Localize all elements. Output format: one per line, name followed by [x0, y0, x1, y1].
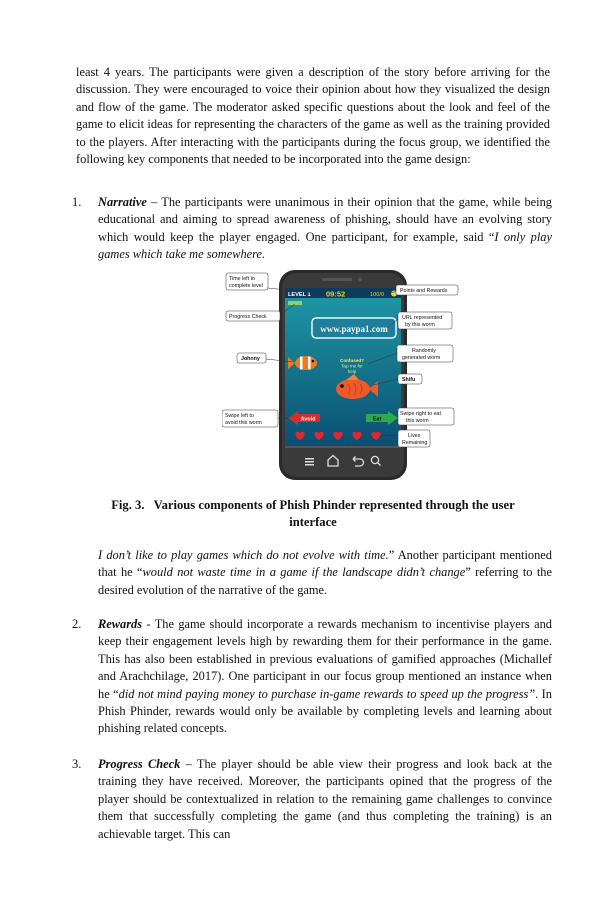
narrative-continuation — [98, 547, 552, 599]
callout-swipe-right-line-2: this worm — [406, 418, 429, 424]
help-line-3: help — [347, 369, 357, 374]
rewards-text-1: - The game should incorporate a rewards mechanism to incentivise players and keep their engagement levels high by rewarding them for their performance in the game. This has also been established in previous evaluations of gamified approaches (Michallef and Arachchilage, 2017). One participant in our focus group mentioned an instance when he “ — [98, 617, 552, 701]
caption-line-2: interface — [289, 515, 337, 529]
narrative-quote-3: would not waste time in a game if the landscape didn’t change — [142, 565, 466, 580]
callout-time-left-line-1: Time left to — [229, 276, 256, 282]
list-number: 3. — [72, 757, 82, 771]
narrative-quote: I only play games which take me somewhere. — [98, 229, 552, 262]
menu-icon[interactable] — [305, 458, 314, 466]
callout-lives-line-1: Lives — [408, 433, 421, 439]
callout-url-line-1: URL represented — [402, 315, 443, 321]
callout-swipe-right-line-1: Swipe right to eat — [400, 411, 441, 417]
narrative-cont-text-2: ” referring to the desired evolution of the narrative of the game. — [98, 565, 552, 597]
list-number: 2. — [72, 617, 82, 631]
phish-phinder-figure — [222, 268, 462, 483]
list-item-rewards — [72, 616, 553, 738]
term-narrative: Narrative — [98, 195, 147, 209]
callout-swipe-left-line-2: avoid this worm — [225, 420, 262, 426]
callout-points-rewards-text: Points and Rewards — [400, 288, 448, 294]
help-line-2: Tap me for — [341, 363, 363, 369]
eat-label: Eat — [372, 416, 382, 423]
intro-paragraph: least 4 years. The participants were given a description of the story before arriving for the discussion. They were encouraged to voice their opinion about how they visualized the design and flow of the game. The moderator asked specific questions about the look and feel of the game to elicit ideas for representing the characters of the game as well as the training provided to the players. After interacting with the participants during the focus group, we identified the following key components that needed to be incorporated into the game design: — [76, 65, 550, 167]
callout-random-worm-line-1: Randomly — [412, 348, 436, 354]
rewards-quote: did not mind paying money to purchase in-game rewards to speed up the progress” — [118, 686, 536, 701]
avoid-label: Avoid — [300, 416, 316, 423]
list-item-progress-check — [72, 756, 552, 843]
points-readout: 100/0 — [370, 292, 384, 298]
narrative-cont-text-1: ” Another participant mentioned that he “ — [98, 548, 553, 580]
url-text: www.paypa1.com — [320, 324, 388, 334]
narrative-text: – The participants were unanimous in their opinion that the game, while being educational and aiming to spread awareness of phishing, should have an evolving story which would keep the player engaged. One participant, for example, said “ — [98, 195, 552, 244]
progress-bar — [288, 301, 302, 305]
term-rewards: Rewards — [98, 617, 143, 631]
timer-readout: 09:52 — [326, 289, 346, 299]
callout-shifu-text: Shifu — [402, 377, 416, 383]
callout-time-left-line-2: complete level — [229, 283, 263, 289]
figure-caption — [76, 497, 550, 531]
list-item-narrative — [72, 194, 552, 264]
callout-swipe-left-line-1: Swipe left to — [225, 413, 254, 419]
caption-line-1: Fig. 3. Various components of Phish Phinder represented through the user — [111, 498, 515, 512]
callout-johnny-text: Johnny — [241, 356, 260, 362]
rewards-text-2: . In Phish Phinder, rewards would only be available by completing levels and learning about phishing related concepts. — [98, 686, 553, 736]
callout-progress-check-text: Progress Check — [229, 314, 267, 320]
callout-random-worm-line-2: generated worm — [402, 355, 441, 361]
list-number: 1. — [72, 195, 82, 209]
callout-lives-line-2: Remaining — [402, 440, 428, 446]
narrative-quote-2: I don’t like to play games which do not evolve with time. — [98, 548, 389, 562]
help-line-1: Confused? — [340, 358, 364, 363]
callout-url-line-2: by this worm — [405, 322, 435, 328]
term-progress-check: Progress Check — [98, 757, 181, 771]
level-label: LEVEL 1 — [288, 292, 311, 298]
progress-check-text: – The player should be able view their progress and look back at the training they have received. Moreover, the participants opined that the progress of the player should be contextualized in relation to the remaining game challenges to convince them that successfully completing the game (and thus completing the training) is an achievable target. This can — [98, 757, 552, 841]
